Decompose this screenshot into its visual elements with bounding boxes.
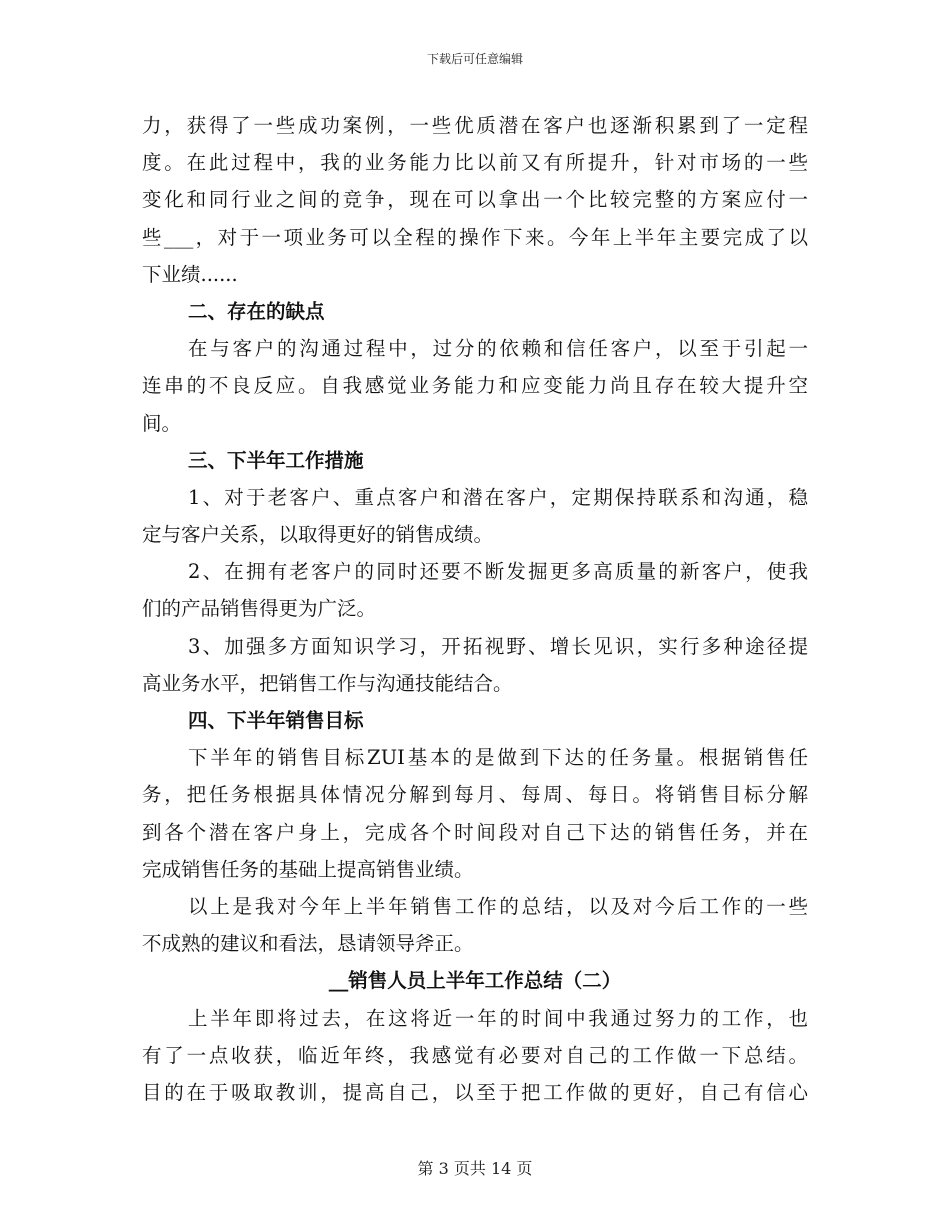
paragraph-line: 变化和同行业之间的竞争，现在可以拿出一个比较完整的方案应付一 xyxy=(142,188,808,212)
page-footer: 第 3 页共 14 页 xyxy=(417,1159,533,1178)
paragraph-first-line: 2、在拥有老客户的同时还要不断发掘更多高质量的新客户，使我 xyxy=(188,560,808,584)
paragraph-line: 目的在于吸取教训，提高自己，以至于把工作做的更好，自己有信心 xyxy=(142,1080,808,1104)
page-header: 下载后可任意编辑 xyxy=(426,52,523,66)
document-title: __销售人员上半年工作总结（二） xyxy=(328,969,622,993)
paragraph-line: 间。 xyxy=(142,411,182,435)
section-heading: 四、下半年销售目标 xyxy=(188,709,364,732)
paragraph-line: 度。在此过程中，我的业务能力比以前又有所提升，针对市场的一些 xyxy=(142,151,808,175)
paragraph-first-line: 1、对于老客户、重点客户和潜在客户，定期保持联系和沟通，稳 xyxy=(188,485,808,509)
paragraph-line: 有了一点收获，临近年终，我感觉有必要对自己的工作做一下总结。 xyxy=(142,1043,808,1067)
paragraph-first-line: 在与客户的沟通过程中，过分的依赖和信任客户，以至于引起一 xyxy=(188,337,808,361)
paragraph-line: 务，把任务根据具体情况分解到每月、每周、每日。将销售目标分解 xyxy=(142,783,808,807)
paragraph-line: 高业务水平，把销售工作与沟通技能结合。 xyxy=(142,671,513,695)
document-body xyxy=(142,107,808,1111)
section-heading: 三、下半年工作措施 xyxy=(188,448,364,472)
paragraph-first-line: 上半年即将过去，在这将近一年的时间中我通过努力的工作，也 xyxy=(188,1006,808,1030)
paragraph-line: 些___，对于一项业务可以全程的操作下来。今年上半年主要完成了以 xyxy=(142,225,808,249)
paragraph-first-line: 3、加强多方面知识学习，开拓视野、增长见识，实行多种途径提 xyxy=(188,634,808,658)
paragraph-line: 力，获得了一些成功案例，一些优质潜在客户也逐渐积累到了一定程 xyxy=(142,114,808,137)
paragraph-line: 连串的不良反应。自我感觉业务能力和应变能力尚且存在较大提升空 xyxy=(142,374,808,398)
paragraph-line: 不成熟的建议和看法，恳请领导斧正。 xyxy=(142,932,474,956)
paragraph-line: 下业绩...... xyxy=(142,262,238,286)
paragraph-first-line: 下半年的销售目标ZUI基本的是做到下达的任务量。根据销售任 xyxy=(188,746,808,770)
paragraph-line: 定与客户关系，以取得更好的销售成绩。 xyxy=(142,523,494,547)
paragraph-line: 完成销售任务的基础上提高销售业绩。 xyxy=(142,857,474,881)
paragraph-first-line: 以上是我对今年上半年销售工作的总结，以及对今后工作的一些 xyxy=(188,894,808,918)
paragraph-line: 到各个潜在客户身上，完成各个时间段对自己下达的销售任务，并在 xyxy=(142,820,808,844)
paragraph-line: 们的产品销售得更为广泛。 xyxy=(142,597,377,621)
section-heading: 二、存在的缺点 xyxy=(188,299,325,323)
